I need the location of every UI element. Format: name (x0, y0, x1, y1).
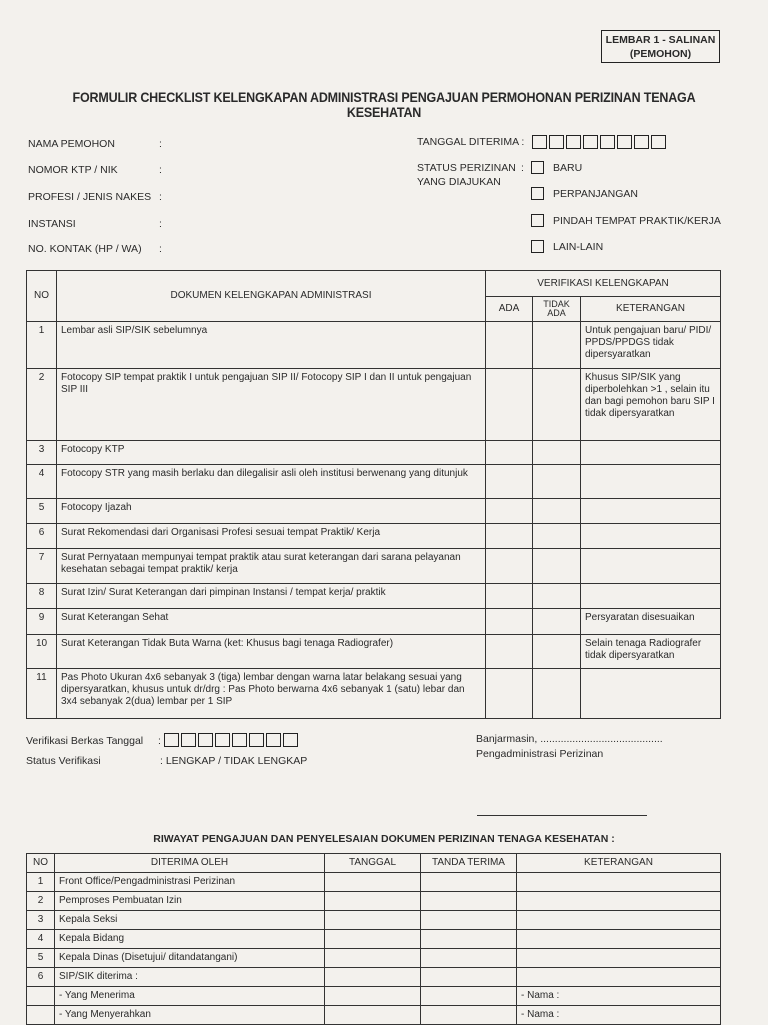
row-document: Surat Izin/ Surat Keterangan dari pimpinan Instansi / tempat kerja/ praktik (57, 584, 486, 609)
field-colon: : (159, 138, 162, 150)
tidak-ada-cell[interactable] (533, 465, 581, 499)
date-cell[interactable] (325, 892, 421, 911)
row-received-by: - Yang Menerima (55, 987, 325, 1006)
date-cell[interactable] (325, 949, 421, 968)
date-received-boxes[interactable] (532, 133, 668, 151)
row-note (581, 584, 721, 609)
tidak-ada-cell[interactable] (533, 322, 581, 369)
field-colon: : (159, 191, 162, 203)
table-row (27, 441, 721, 465)
history-header-receipt: TANDA TERIMA (421, 854, 517, 873)
history-header-note: KETERANGAN (517, 854, 721, 873)
history-table (26, 853, 721, 1025)
date-cell[interactable] (325, 930, 421, 949)
ada-cell[interactable] (486, 609, 533, 635)
verif-status-label: Status Verifikasi (26, 755, 101, 767)
row-received-by: Kepala Bidang (55, 930, 325, 949)
ada-cell[interactable] (486, 635, 533, 669)
verif-date-colon: : (158, 735, 161, 747)
date-cell[interactable] (325, 968, 421, 987)
row-note (581, 549, 721, 584)
row-received-by: Pemproses Pembuatan Izin (55, 892, 325, 911)
row-note: - Nama : (517, 987, 721, 1006)
signature-role: Pengadministrasi Perizinan (476, 748, 604, 760)
row-received-by: SIP/SIK diterima : (55, 968, 325, 987)
tidak-ada-cell[interactable] (533, 635, 581, 669)
header-tidak-ada: TIDAK ADA (533, 297, 581, 322)
row-no: 2 (27, 892, 55, 911)
table-row (27, 930, 721, 949)
tidak-ada-cell[interactable] (533, 499, 581, 524)
field-colon: : (159, 218, 162, 230)
receipt-cell[interactable] (421, 949, 517, 968)
table-row (27, 499, 721, 524)
row-document: Fotocopy KTP (57, 441, 486, 465)
checklist-table (26, 270, 721, 719)
row-no (27, 1006, 55, 1025)
ada-cell[interactable] (486, 584, 533, 609)
receipt-cell[interactable] (421, 987, 517, 1006)
status-option-pindah: PINDAH TEMPAT PRAKTIK/KERJA (553, 215, 721, 227)
header-no: NO (27, 271, 57, 322)
field-label-contact: NO. KONTAK (HP / WA) (28, 243, 142, 255)
row-note (581, 499, 721, 524)
row-note (581, 524, 721, 549)
row-document: Surat Keterangan Sehat (57, 609, 486, 635)
row-note (517, 873, 721, 892)
row-no: 8 (27, 584, 57, 609)
form-title: FORMULIR CHECKLIST KELENGKAPAN ADMINISTRASI PENGAJUAN PERMOHONAN PERIZINAN TENAGA KESEHATAN (72, 90, 696, 120)
copy-label-box (601, 30, 720, 63)
table-row (27, 322, 721, 369)
history-header-received-by: DITERIMA OLEH (55, 854, 325, 873)
status-option-baru: BARU (553, 162, 583, 174)
verif-status-value: : LENGKAP / TIDAK LENGKAP (160, 755, 308, 767)
row-no: 4 (27, 930, 55, 949)
history-title: RIWAYAT PENGAJUAN DAN PENYELESAIAN DOKUMEN PERIZINAN TENAGA KESEHATAN : (153, 833, 615, 845)
row-document: Surat Pernyataan mempunyai tempat praktik atau surat keterangan dari sarana pelayanan kesehatan sebagai tempat praktik/ kerja (57, 549, 486, 584)
receipt-cell[interactable] (421, 911, 517, 930)
row-no: 9 (27, 609, 57, 635)
status-label-line1: STATUS PERIZINAN (417, 162, 516, 174)
header-verification: VERIFIKASI KELENGKAPAN (486, 271, 721, 297)
table-row (27, 987, 721, 1006)
row-document: Fotocopy SIP tempat praktik I untuk pengajuan SIP II/ Fotocopy SIP I dan II untuk pengajuan SIP III (57, 369, 486, 441)
row-no: 11 (27, 669, 57, 719)
status-baru-checkbox[interactable] (531, 161, 544, 174)
field-label-name: NAMA PEMOHON (28, 138, 115, 150)
ada-cell[interactable] (486, 549, 533, 584)
receipt-cell[interactable] (421, 1006, 517, 1025)
row-document: Fotocopy Ijazah (57, 499, 486, 524)
receipt-cell[interactable] (421, 892, 517, 911)
receipt-cell[interactable] (421, 930, 517, 949)
row-document: Pas Photo Ukuran 4x6 sebanyak 3 (tiga) lembar dengan warna latar belakang sesuai yang dipersyaratkan, khusus untuk dr/drg : Pas Photo berwarna 4x6 sebanyak 1 (satu) lebar dan 3x4 sebanyak 2(dua) lembar per 1 SIP (57, 669, 486, 719)
ada-cell[interactable] (486, 441, 533, 465)
table-row (27, 465, 721, 499)
header-document: DOKUMEN KELENGKAPAN ADMINISTRASI (57, 271, 486, 322)
ada-cell[interactable] (486, 669, 533, 719)
row-note (581, 669, 721, 719)
row-note: Selain tenaga Radiografer tidak dipersyaratkan (581, 635, 721, 669)
date-cell[interactable] (325, 911, 421, 930)
table-row (27, 1006, 721, 1025)
tidak-ada-cell[interactable] (533, 609, 581, 635)
receipt-cell[interactable] (421, 968, 517, 987)
row-received-by: Kepala Seksi (55, 911, 325, 930)
row-received-by: Kepala Dinas (Disetujui/ ditandatangani) (55, 949, 325, 968)
status-option-lain: LAIN-LAIN (553, 241, 604, 253)
row-no: 2 (27, 369, 57, 441)
table-row (27, 873, 721, 892)
row-note (581, 441, 721, 465)
receipt-cell[interactable] (421, 873, 517, 892)
row-document: Fotocopy STR yang masih berlaku dan dilegalisir asli oleh institusi berwenang yang ditunjuk (57, 465, 486, 499)
table-row (27, 584, 721, 609)
header-ada: ADA (486, 297, 533, 322)
table-row (27, 949, 721, 968)
ada-cell[interactable] (486, 499, 533, 524)
row-no: 1 (27, 873, 55, 892)
row-no: 6 (27, 524, 57, 549)
row-note (517, 930, 721, 949)
table-row (27, 669, 721, 719)
row-document: Surat Rekomendasi dari Organisasi Profesi sesuai tempat Praktik/ Kerja (57, 524, 486, 549)
verif-date-boxes[interactable] (164, 731, 300, 749)
date-cell[interactable] (325, 987, 421, 1006)
field-colon: : (159, 243, 162, 255)
row-no (27, 987, 55, 1006)
row-note: Persyaratan disesuaikan (581, 609, 721, 635)
status-option-perpanjangan: PERPANJANGAN (553, 188, 638, 200)
row-document: Lembar asli SIP/SIK sebelumnya (57, 322, 486, 369)
ada-cell[interactable] (486, 369, 533, 441)
row-note (517, 949, 721, 968)
row-note: Untuk pengajuan baru/ PIDI/ PPDS/PPDGS tidak dipersyaratkan (581, 322, 721, 369)
tidak-ada-cell[interactable] (533, 669, 581, 719)
ada-cell[interactable] (486, 524, 533, 549)
copy-label-line1: LEMBAR 1 - SALINAN (605, 34, 716, 46)
header-keterangan: KETERANGAN (581, 297, 721, 322)
row-note: - Nama : (517, 1006, 721, 1025)
row-note: Khusus SIP/SIK yang diperbolehkan >1 , selain itu dan bagi pemohon baru SIP I tidak dipersyaratkan (581, 369, 721, 441)
table-row (27, 524, 721, 549)
row-no: 10 (27, 635, 57, 669)
row-document: Surat Keterangan Tidak Buta Warna (ket: Khusus bagi tenaga Radiografer) (57, 635, 486, 669)
table-row (27, 968, 721, 987)
field-label-institution: INSTANSI (28, 218, 76, 230)
date-cell[interactable] (325, 1006, 421, 1025)
row-no: 1 (27, 322, 57, 369)
ada-cell[interactable] (486, 465, 533, 499)
verif-date-label: Verifikasi Berkas Tanggal (26, 735, 144, 747)
row-note (581, 465, 721, 499)
row-received-by: Front Office/Pengadministrasi Perizinan (55, 873, 325, 892)
row-no: 3 (27, 441, 57, 465)
date-received-label: TANGGAL DITERIMA : (417, 136, 525, 148)
field-label-profession: PROFESI / JENIS NAKES (28, 191, 152, 203)
table-row (27, 549, 721, 584)
table-row (27, 609, 721, 635)
row-no: 7 (27, 549, 57, 584)
copy-label-line2: (PEMOHON) (629, 48, 692, 60)
tidak-ada-cell[interactable] (533, 441, 581, 465)
table-row (27, 369, 721, 441)
field-colon: : (159, 164, 162, 176)
row-received-by: - Yang Menyerahkan (55, 1006, 325, 1025)
tidak-ada-cell[interactable] (533, 524, 581, 549)
tidak-ada-cell[interactable] (533, 549, 581, 584)
row-no: 6 (27, 968, 55, 987)
status-colon: : (521, 162, 524, 174)
table-row (27, 892, 721, 911)
row-no: 5 (27, 499, 57, 524)
tidak-ada-cell[interactable] (533, 584, 581, 609)
field-label-ktp: NOMOR KTP / NIK (28, 164, 118, 176)
status-pindah-checkbox[interactable] (531, 214, 544, 227)
date-cell[interactable] (325, 873, 421, 892)
tidak-ada-cell[interactable] (533, 369, 581, 441)
row-no: 5 (27, 949, 55, 968)
signature-place: Banjarmasin, .......................................... (476, 733, 663, 745)
status-lain-checkbox[interactable] (531, 240, 544, 253)
signature-line (477, 815, 647, 816)
ada-cell[interactable] (486, 322, 533, 369)
status-label-line2: YANG DIAJUKAN (417, 176, 501, 188)
status-perpanjangan-checkbox[interactable] (531, 187, 544, 200)
row-note (517, 911, 721, 930)
table-row (27, 635, 721, 669)
row-note (517, 892, 721, 911)
row-no: 4 (27, 465, 57, 499)
history-header-no: NO (27, 854, 55, 873)
row-note (517, 968, 721, 987)
table-row (27, 911, 721, 930)
row-no: 3 (27, 911, 55, 930)
history-header-date: TANGGAL (325, 854, 421, 873)
